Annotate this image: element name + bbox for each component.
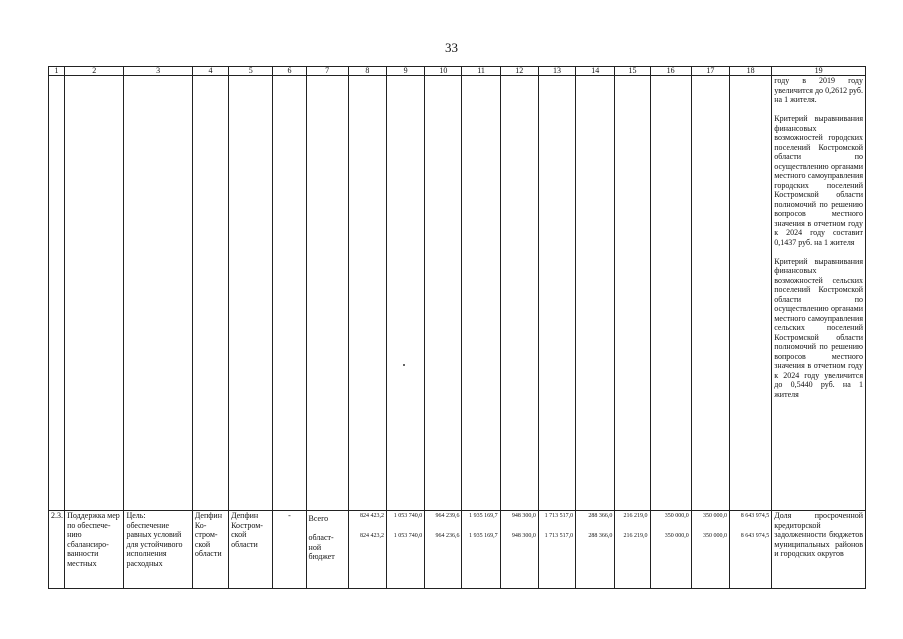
amount-total: 8 643 974,5 xyxy=(740,513,770,519)
amount-cell xyxy=(691,511,729,589)
col-number: 9 xyxy=(387,67,425,76)
amount-regional: 948 300,0 xyxy=(511,533,536,539)
amount-cell xyxy=(462,511,500,589)
amount-cell xyxy=(500,511,538,589)
col-number: 11 xyxy=(462,67,500,76)
page-number: 33 xyxy=(445,40,458,55)
col-number: 8 xyxy=(348,67,386,76)
amount-cell xyxy=(730,511,772,589)
col-number: 6 xyxy=(273,67,306,76)
amount-total: 216 219,0 xyxy=(623,513,648,519)
amount-regional: 1 053 740,0 xyxy=(393,533,423,539)
empty-cell xyxy=(306,76,348,511)
funding-source: Всего област-ной бюджет xyxy=(306,511,348,589)
amount-cell xyxy=(576,511,615,589)
amount-total: 964 239,6 xyxy=(435,513,460,519)
amount-total: 350 000,0 xyxy=(664,513,689,519)
amount-total: 1 713 517,0 xyxy=(544,513,574,519)
empty-cell xyxy=(229,76,273,511)
empty-cell xyxy=(462,76,500,511)
col-number: 16 xyxy=(650,67,691,76)
empty-cell xyxy=(192,76,228,511)
amount-regional: 964 236,6 xyxy=(435,533,460,539)
amount-total: 1 935 169,7 xyxy=(469,513,498,519)
empty-cell xyxy=(65,76,124,511)
empty-cell xyxy=(650,76,691,511)
program-table xyxy=(48,66,866,589)
col-number: 12 xyxy=(500,67,538,76)
empty-cell xyxy=(387,76,425,511)
amount-regional: 288 366,0 xyxy=(588,533,613,539)
amount-regional: 1 713 517,0 xyxy=(544,533,574,539)
empty-cell xyxy=(49,76,65,511)
amount-cell xyxy=(650,511,691,589)
col-number: 15 xyxy=(615,67,650,76)
col-number: 1 xyxy=(49,67,65,76)
empty-cell xyxy=(500,76,538,511)
empty-cell xyxy=(273,76,306,511)
col-number: 17 xyxy=(691,67,729,76)
empty-cell xyxy=(124,76,192,511)
amount-total: 288 366,0 xyxy=(588,513,613,519)
amount-regional: 350 000,0 xyxy=(703,533,728,539)
amount-regional: 8 643 974,5 xyxy=(740,533,770,539)
amount-total: 1 053 740,0 xyxy=(393,513,423,519)
scan-speck xyxy=(403,364,405,366)
amount-total: 948 300,0 xyxy=(511,513,536,519)
amount-cell xyxy=(538,511,575,589)
col-number: 13 xyxy=(538,67,575,76)
row-number: 2.3. xyxy=(49,511,65,589)
measure-goal: Цель: обеспечение равных условий для устойчивого исполнения расходных xyxy=(124,511,192,589)
responsible-executor: Депфин Ко-стром-ской области xyxy=(192,511,228,589)
col-number: 19 xyxy=(772,67,866,76)
amount-regional: 824 423,2 xyxy=(360,533,385,539)
indicator-text: Доля просроченной кредиторской задолженности бюджетов муниципальных районов и городских округов xyxy=(772,511,866,589)
col-number: 5 xyxy=(229,67,273,76)
amount-regional: 350 000,0 xyxy=(664,533,689,539)
amount-cell xyxy=(615,511,650,589)
participant-dash: - xyxy=(273,511,306,589)
measure-name: Поддержка мер по обеспече-нию сбалансиро-ванности местных xyxy=(65,511,124,589)
amount-cell xyxy=(425,511,462,589)
col-number: 4 xyxy=(192,67,228,76)
amount-cell xyxy=(387,511,425,589)
empty-cell xyxy=(576,76,615,511)
amount-regional: 216 219,0 xyxy=(623,533,648,539)
criteria-text: году в 2019 году увеличится до 0,2612 руб. на 1 жителя. Критерий выравнивания финансовых возможностей городских поселений Костромской области по осуществлению органами местного самоуправления городских поселений Костромской области полномочий по решению вопросов местного значения в отчетном году к 2024 году составит 0,1437 руб. на 1 жителя Критерий выравнивания финансовых возможностей сельских поселений Костромской области по осуществлению органами местного самоуправления сельских поселений Костромской области полномочий по решению вопросов местного значения в отчетном году к 2024 году увеличится до 0,5440 руб. на 1 жителя xyxy=(772,76,866,511)
amount-regional: 1 935 169,7 xyxy=(469,533,498,539)
empty-cell xyxy=(348,76,386,511)
col-number: 7 xyxy=(306,67,348,76)
empty-cell xyxy=(425,76,462,511)
col-number: 10 xyxy=(425,67,462,76)
amount-total: 824 423,2 xyxy=(360,513,385,519)
amount-cell xyxy=(348,511,386,589)
col-number: 18 xyxy=(730,67,772,76)
continued-row xyxy=(49,76,866,511)
empty-cell xyxy=(691,76,729,511)
column-number-row xyxy=(49,67,866,76)
amount-total: 350 000,0 xyxy=(703,513,728,519)
row-2-3 xyxy=(49,511,866,589)
empty-cell xyxy=(615,76,650,511)
col-number: 3 xyxy=(124,67,192,76)
empty-cell xyxy=(538,76,575,511)
col-number: 2 xyxy=(65,67,124,76)
empty-cell xyxy=(730,76,772,511)
co-executor: Депфин Костром-ской области xyxy=(229,511,273,589)
col-number: 14 xyxy=(576,67,615,76)
